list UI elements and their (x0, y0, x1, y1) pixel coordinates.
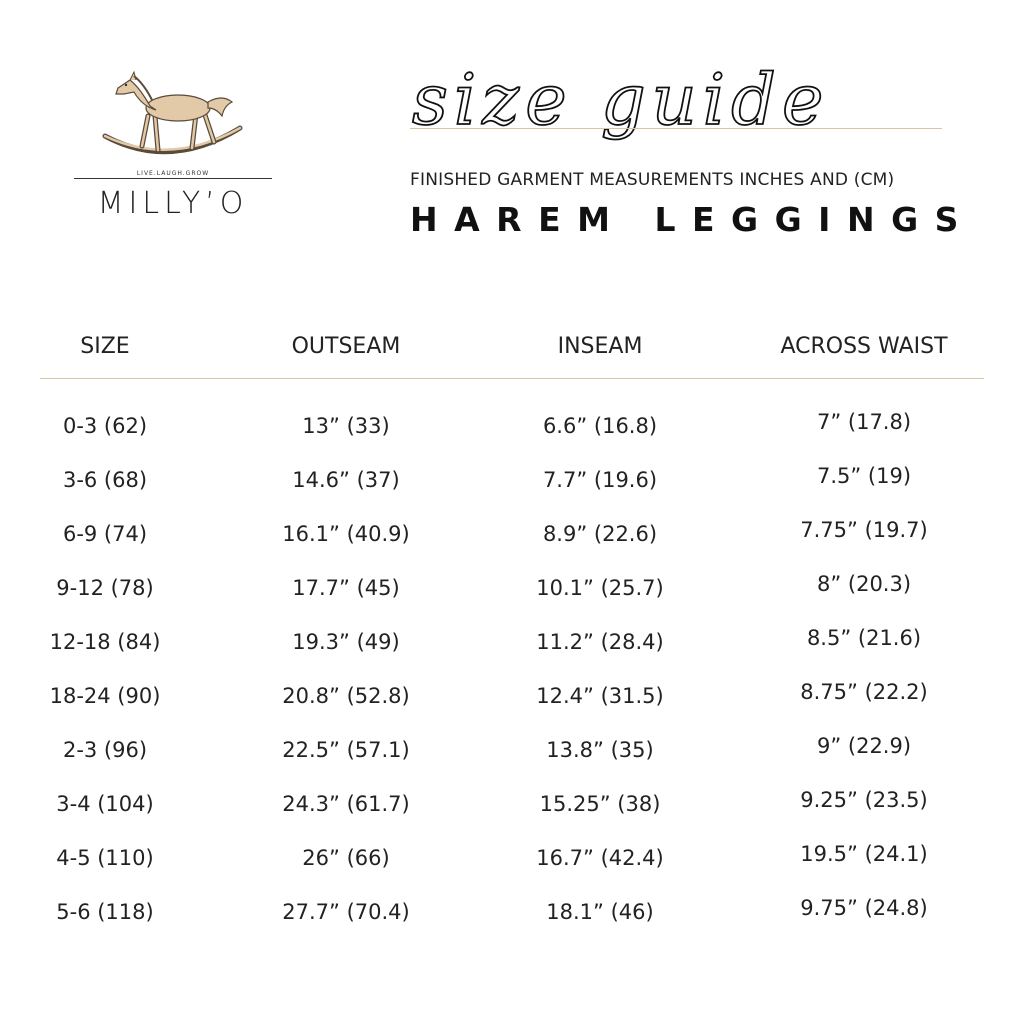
cell-across-waist: 9.75” (24.8) (800, 896, 928, 920)
table-row (0, 680, 1024, 714)
cell-size: 3-6 (68) (62, 468, 148, 492)
measurement-subtitle: FINISHED GARMENT MEASUREMENTS INCHES AND (CM) (410, 170, 895, 190)
cell-inseam: 10.1” (25.7) (536, 576, 664, 600)
cell-across-waist: 8” (20.3) (816, 572, 912, 596)
table-row (0, 518, 1024, 552)
cell-size: 4-5 (110) (56, 846, 154, 870)
cell-inseam: 8.9” (22.6) (542, 522, 658, 546)
cell-inseam: 15.25” (38) (539, 792, 661, 816)
logo-divider (74, 178, 272, 179)
cell-size: 3-4 (104) (56, 792, 154, 816)
cell-across-waist: 19.5” (24.1) (800, 842, 928, 866)
table-row (0, 572, 1024, 606)
cell-size: 5-6 (118) (56, 900, 154, 924)
table-row (0, 788, 1024, 822)
title-divider (410, 128, 942, 129)
cell-size: 6-9 (74) (62, 522, 148, 546)
cell-size: 18-24 (90) (49, 684, 161, 708)
table-row (0, 626, 1024, 660)
logo-tagline: LIVE.LAUGH.GROW (68, 170, 278, 177)
cell-size: 2-3 (96) (62, 738, 148, 762)
brand-logo (68, 60, 278, 230)
cell-outseam: 14.6” (37) (292, 468, 400, 492)
cell-across-waist: 7.5” (19) (816, 464, 912, 488)
cell-across-waist: 8.75” (22.2) (800, 680, 928, 704)
cell-outseam: 19.3” (49) (292, 630, 400, 654)
table-header (0, 334, 1024, 364)
cell-inseam: 11.2” (28.4) (536, 630, 664, 654)
cell-outseam: 20.8” (52.8) (282, 684, 410, 708)
table-row (0, 464, 1024, 498)
cell-across-waist: 9.25” (23.5) (800, 788, 928, 812)
column-header-inseam: INSEAM (557, 334, 643, 359)
column-header-across-waist: ACROSS WAIST (780, 334, 948, 359)
cell-inseam: 18.1” (46) (546, 900, 654, 924)
cell-outseam: 13” (33) (302, 414, 390, 438)
cell-size: 12-18 (84) (49, 630, 161, 654)
cell-across-waist: 7.75” (19.7) (800, 518, 928, 542)
table-row (0, 842, 1024, 876)
cell-across-waist: 7” (17.8) (816, 410, 912, 434)
cell-inseam: 16.7” (42.4) (536, 846, 664, 870)
cell-outseam: 16.1” (40.9) (282, 522, 410, 546)
header-divider (40, 378, 984, 379)
cell-inseam: 7.7” (19.6) (542, 468, 658, 492)
cell-size: 0-3 (62) (62, 414, 148, 438)
cell-outseam: 26” (66) (302, 846, 390, 870)
cell-size: 9-12 (78) (56, 576, 154, 600)
cell-inseam: 12.4” (31.5) (536, 684, 664, 708)
cell-across-waist: 9” (22.9) (816, 734, 912, 758)
cell-inseam: 13.8” (35) (546, 738, 654, 762)
table-row (0, 410, 1024, 444)
cell-across-waist: 8.5” (21.6) (806, 626, 922, 650)
column-header-outseam: OUTSEAM (291, 334, 401, 359)
brand-name: MILLY’O (97, 186, 249, 221)
cell-outseam: 27.7” (70.4) (282, 900, 410, 924)
script-title-text: size guide (412, 59, 830, 141)
cell-inseam: 6.6” (16.8) (542, 414, 658, 438)
rocking-horse-icon (100, 66, 250, 166)
cell-outseam: 17.7” (45) (292, 576, 400, 600)
cell-outseam: 22.5” (57.1) (282, 738, 410, 762)
product-title: HAREM LEGGINGS (410, 200, 975, 239)
table-row (0, 896, 1024, 930)
column-header-size: SIZE (80, 334, 130, 359)
table-row (0, 734, 1024, 768)
cell-outseam: 24.3” (61.7) (282, 792, 410, 816)
page-title-script (400, 52, 960, 162)
